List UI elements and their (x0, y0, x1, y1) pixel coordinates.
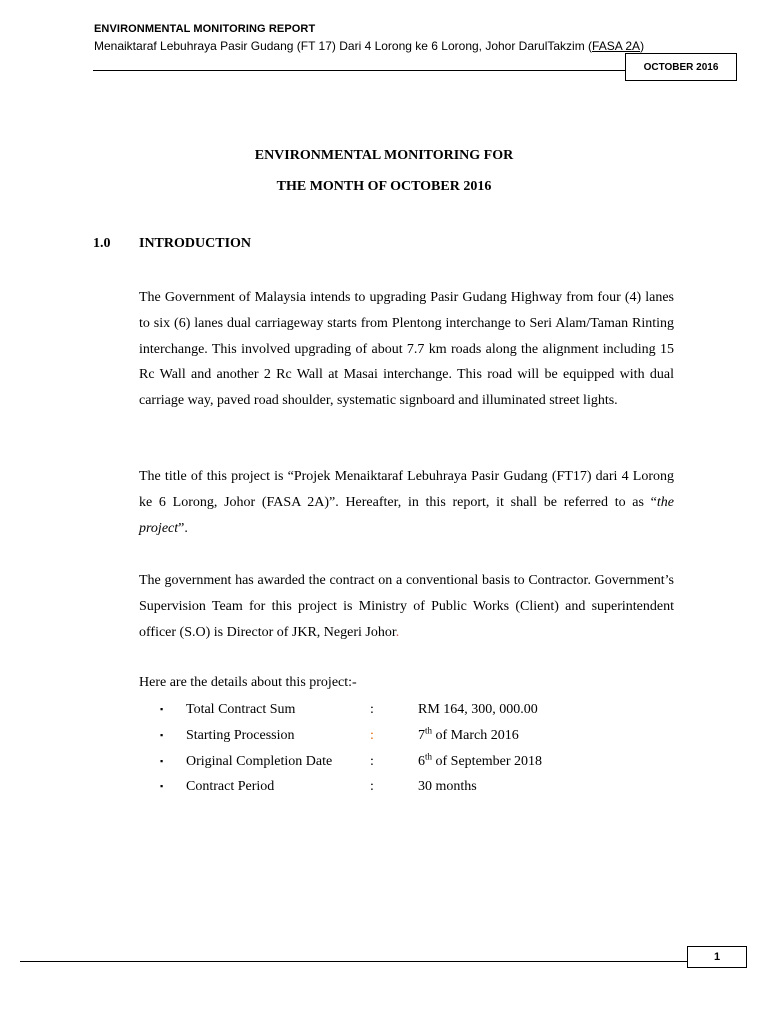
subtitle-main: Menaiktaraf Lebuhraya Pasir Gudang (FT 17) Dari 4 Lorong ke 6 Lorong, Johor DarulTakzim ( (94, 39, 593, 53)
subtitle-close: ) (640, 39, 645, 53)
section-title: INTRODUCTION (139, 236, 252, 251)
bullet-icon: ▪ (160, 755, 164, 766)
intro-paragraph-3 (139, 568, 674, 645)
report-header-subtitle (94, 39, 644, 53)
paragraph-3-period: . (395, 624, 400, 640)
intro-paragraph-2 (139, 464, 674, 541)
bullet-icon: ▪ (160, 781, 164, 792)
detail-colon: : (370, 779, 374, 795)
detail-label: Total Contract Sum (186, 702, 296, 717)
date-day: 6 (418, 753, 425, 769)
detail-value (418, 749, 542, 775)
date-day: 7 (418, 727, 425, 743)
date-ordinal: th (425, 725, 433, 736)
page-number-box: 1 (687, 946, 747, 968)
header-rule (93, 70, 626, 71)
detail-label: Contract Period (186, 779, 275, 795)
subtitle-phase: FASA 2A (592, 39, 641, 53)
footer-rule (20, 961, 688, 962)
document-title-line1: ENVIRONMENTAL MONITORING FOR (254, 148, 514, 163)
intro-paragraph-1: The Government of Malaysia intends to upgrading Pasir Gudang Highway from four (4) lanes to six (6) lanes dual carriageway starts from Plentong interchange to Seri Alam/Taman Rinting interchange. This involved upgrading of about 7.7 km roads along the alignment including 15 Rc Wall and another 2 Rc Wall at Masai interchange. This road will be equipped with dual carriage way, paved road shoulder, systematic signboard and illuminated street lights. (139, 290, 674, 409)
section-number: 1.0 (93, 236, 111, 251)
paragraph-3-text: The government has awarded the contract on a conventional basis to Contractor. Government’s Supervision Team for this project is Ministry of Public Works (Client) and superintendent officer (S.O) is Director of JKR, Negeri Johor (139, 573, 674, 640)
paragraph-2-text-a: The title of this project is “Projek Menaiktaraf Lebuhraya Pasir Gudang (FT17) dari 4 Lorong ke 6 Lorong, Johor (FASA 2A)”. Hereafter, in this report, it shall be referred to as “ (139, 469, 674, 510)
detail-label: Starting Procession (186, 727, 295, 743)
detail-value: RM 164, 300, 000.00 (418, 702, 538, 717)
date-ordinal: th (425, 750, 433, 761)
date-rest: of September 2018 (432, 753, 543, 769)
detail-colon: : (370, 702, 374, 717)
paragraph-2-text-b: ”. (178, 520, 188, 536)
date-rest: of March 2016 (432, 727, 519, 743)
report-month-box: OCTOBER 2016 (625, 53, 737, 81)
detail-value (418, 723, 519, 749)
details-intro: Here are the details about this project:- (139, 675, 357, 690)
document-title-line2: THE MONTH OF OCTOBER 2016 (276, 179, 492, 194)
detail-value: 30 months (418, 779, 477, 795)
detail-colon: : (370, 727, 374, 743)
paragraph-2-emphasis: the project (139, 494, 674, 536)
report-header-title: ENVIRONMENTAL MONITORING REPORT (94, 23, 316, 35)
bullet-icon: ▪ (160, 729, 164, 740)
bullet-icon: ▪ (160, 704, 164, 714)
detail-label: Original Completion Date (186, 753, 333, 769)
detail-colon: : (370, 753, 374, 769)
